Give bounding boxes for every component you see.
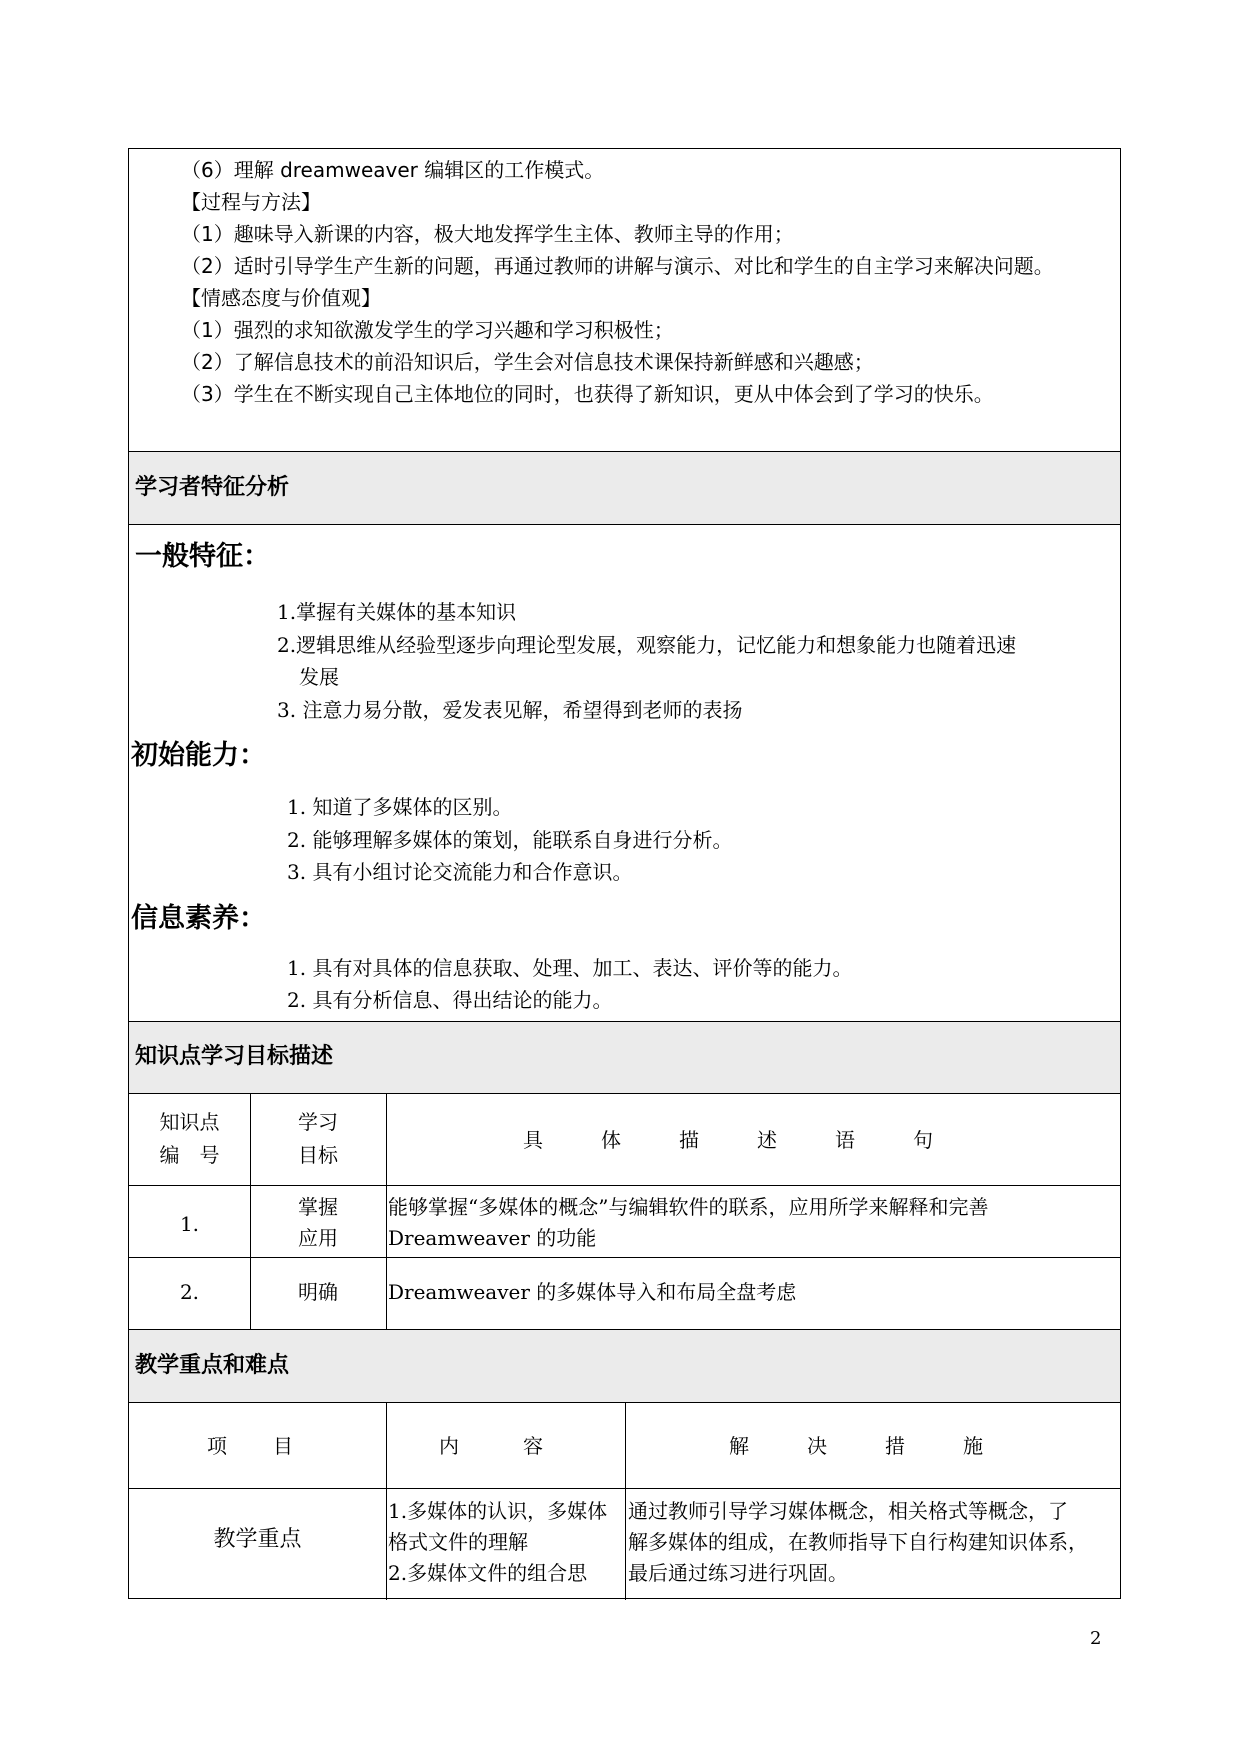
objective-line: （3）学生在不断实现自己主体地位的同时，也获得了新知识，更从中体会到了学习的快乐。: [181, 382, 994, 406]
ability-item: 2. 能够理解多媒体的策划，能联系自身进行分析。: [287, 828, 733, 852]
trait-item: 3. 注意力易分散，爱发表见解，希望得到老师的表扬: [277, 698, 743, 722]
header-number-line1: 知识点: [159, 1110, 220, 1134]
trait-item: 1.掌握有关媒体的基本知识: [277, 600, 517, 624]
heading-initial-ability: 初始能力：: [131, 740, 266, 771]
objective-subheading: 【过程与方法】: [181, 190, 321, 214]
row-content-line: 2.多媒体文件的组合思: [388, 1561, 588, 1585]
row-content-line: 1.多媒体的认识，多媒体: [388, 1499, 608, 1523]
row-measure-line: 最后通过练习进行巩固。: [628, 1561, 848, 1585]
header-goal-line2: 目标: [298, 1143, 338, 1167]
row-goal: 明确: [298, 1280, 338, 1304]
header-goal-line1: 学习: [298, 1110, 338, 1134]
row-measure-line: 解多媒体的组成，在教师指导下自行构建知识体系，: [628, 1530, 1088, 1554]
row-measure-line: 通过教师引导学习媒体概念，相关格式等概念，了: [628, 1499, 1068, 1523]
row-description: Dreamweaver 的多媒体导入和布局全盘考虑: [388, 1280, 797, 1304]
objective-line: （6）理解 dreamweaver 编辑区的工作模式。: [181, 158, 605, 182]
header-item: 项目: [207, 1434, 339, 1458]
header-measure: 解决措施: [729, 1434, 1041, 1458]
header-number-line2: 编 号: [159, 1143, 220, 1167]
row-number: 2.: [179, 1280, 200, 1304]
header-description: 具体描述语句: [523, 1128, 991, 1152]
literacy-item: 1. 具有对具体的信息获取、处理、加工、表达、评价等的能力。: [287, 956, 853, 980]
trait-item: 发展: [299, 665, 339, 689]
heading-general-traits: 一般特征：: [135, 541, 270, 572]
objective-line: （2）了解信息技术的前沿知识后，学生会对信息技术课保持新鲜感和兴趣感；: [181, 350, 874, 374]
section-title-key-points: 教学重点和难点: [135, 1353, 290, 1378]
literacy-item: 2. 具有分析信息、得出结论的能力。: [287, 988, 613, 1012]
section-title-learner-analysis: 学习者特征分析: [135, 475, 290, 500]
row-content-line: 格式文件的理解: [388, 1530, 528, 1554]
row-item-key-point: 教学重点: [213, 1527, 302, 1552]
header-content: 内容: [439, 1434, 607, 1458]
lesson-plan-table: [128, 148, 1121, 1599]
row-description: 能够掌握“多媒体的概念”与编辑软件的联系，应用所学来解释和完善: [388, 1195, 989, 1219]
row-goal: 掌握: [298, 1195, 338, 1219]
objective-line: （2）适时引导学生产生新的问题，再通过教师的讲解与演示、对比和学生的自主学习来解决问题。: [181, 254, 1054, 278]
row-description: Dreamweaver 的功能: [388, 1226, 597, 1250]
row-goal: 应用: [298, 1226, 338, 1250]
objective-line: （1）趣味导入新课的内容，极大地发挥学生主体、教师主导的作用；: [181, 222, 794, 246]
objective-subheading: 【情感态度与价值观】: [181, 286, 381, 310]
ability-item: 1. 知道了多媒体的区别。: [287, 795, 513, 819]
row-number: 1.: [179, 1212, 200, 1236]
ability-item: 3. 具有小组讨论交流能力和合作意识。: [287, 860, 633, 884]
trait-item: 2.逻辑思维从经验型逐步向理论型发展，观察能力，记忆能力和想象能力也随着迅速: [277, 633, 1017, 657]
heading-information-literacy: 信息素养：: [131, 903, 266, 934]
page-number: 2: [1090, 1628, 1102, 1649]
objective-line: （1）强烈的求知欲激发学生的学习兴趣和学习积极性；: [181, 318, 674, 342]
section-title-knowledge-objectives: 知识点学习目标描述: [135, 1044, 334, 1069]
